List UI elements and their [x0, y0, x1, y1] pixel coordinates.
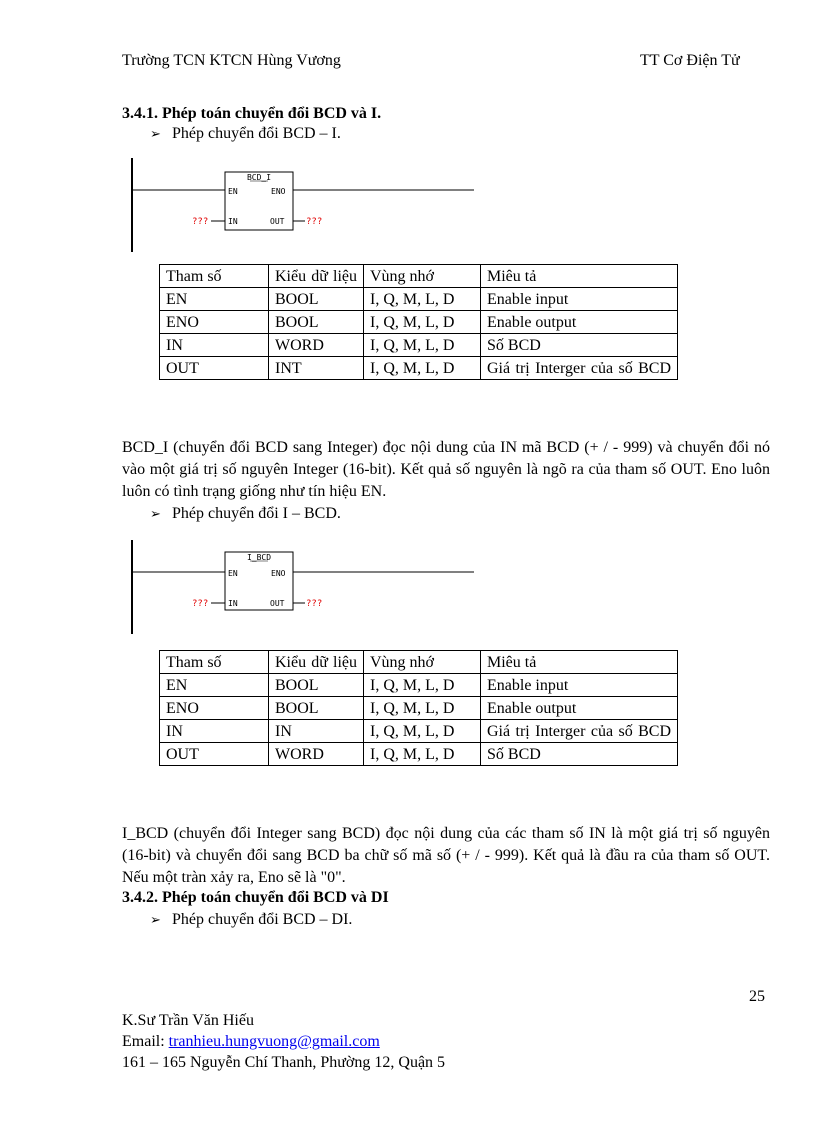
arrow-bullet-icon: ➢ — [150, 912, 161, 927]
header-school: Trường TCN KTCN Hùng Vương — [122, 52, 341, 69]
table-row — [160, 357, 678, 380]
in-placeholder: ??? — [192, 599, 209, 609]
table-header-row — [160, 651, 678, 674]
table-cell: OUT — [160, 743, 269, 766]
arrow-bullet-icon: ➢ — [150, 126, 161, 141]
table-cell: ENO — [160, 311, 269, 334]
table-cell: I, Q, M, L, D — [364, 357, 481, 380]
header-cell: Vùng nhớ — [364, 651, 481, 674]
table-cell: Enable output — [481, 697, 678, 720]
parameter-table-bcd-i — [159, 264, 678, 380]
bullet-text: Phép chuyển đổi I – BCD. — [172, 505, 341, 522]
table-header-row — [160, 265, 678, 288]
header-cell: Miêu tả — [481, 265, 678, 288]
pin-out: OUT — [270, 599, 285, 608]
pin-en: EN — [228, 187, 238, 196]
bullet-text: Phép chuyển đổi BCD – I. — [172, 125, 341, 142]
table-cell: EN — [160, 288, 269, 311]
table-cell: INT — [269, 357, 364, 380]
table-cell: I, Q, M, L, D — [364, 288, 481, 311]
table-cell: BOOL — [269, 674, 364, 697]
table-cell: WORD — [269, 743, 364, 766]
table-cell: OUT — [160, 357, 269, 380]
pin-in: IN — [228, 599, 238, 608]
table-cell: EN — [160, 674, 269, 697]
header-department: TT Cơ Điện Tử — [640, 52, 740, 69]
pin-out: OUT — [270, 217, 285, 226]
table-row — [160, 311, 678, 334]
bullet-bcd-di — [150, 911, 352, 929]
table-cell: I, Q, M, L, D — [364, 334, 481, 357]
table-cell: Enable input — [481, 288, 678, 311]
out-placeholder: ??? — [306, 599, 323, 609]
table-cell: Số BCD — [481, 334, 678, 357]
table-cell: BOOL — [269, 311, 364, 334]
paragraph-i-bcd: I_BCD (chuyển đổi Integer sang BCD) đọc nội dung của các tham số IN là một giá trị số nguyên (16-bit) và chuyển đổi sang BCD ba chữ số mã số (+ / - 999). Kết quả là đầu ra của tham số OUT. Nếu một tràn xảy ra, Eno sẽ là "0". — [122, 825, 770, 886]
header-cell: Miêu tả — [481, 651, 678, 674]
table-cell: BOOL — [269, 697, 364, 720]
table-row — [160, 334, 678, 357]
pin-en: EN — [228, 569, 238, 578]
table-cell: Enable input — [481, 674, 678, 697]
out-placeholder: ??? — [306, 217, 323, 227]
table-cell: I, Q, M, L, D — [364, 311, 481, 334]
table-cell: BOOL — [269, 288, 364, 311]
parameter-table-i-bcd — [159, 650, 678, 766]
table-cell: I, Q, M, L, D — [364, 720, 481, 743]
email-label: Email: — [122, 1033, 165, 1050]
table-cell: IN — [160, 720, 269, 743]
table-cell: Enable output — [481, 311, 678, 334]
block-title: BCD_I — [246, 173, 272, 182]
bullet-i-bcd — [150, 505, 341, 523]
table-cell: IN — [160, 334, 269, 357]
table-row — [160, 288, 678, 311]
ladder-diagram-bcd-i — [128, 158, 488, 259]
block-title: I_BCD — [246, 553, 272, 562]
table-cell: Giá trị Interger của số BCD — [481, 357, 678, 380]
footer-email-line — [122, 1031, 380, 1052]
table-row — [160, 743, 678, 766]
section-heading-341: 3.4.1. Phép toán chuyển đổi BCD và I. — [122, 105, 382, 122]
header-cell: Tham số — [160, 651, 269, 674]
ladder-diagram-i-bcd — [128, 540, 488, 641]
footer-address: 161 – 165 Nguyễn Chí Thanh, Phường 12, Quận 5 — [122, 1054, 446, 1071]
pin-eno: ENO — [271, 569, 286, 578]
section-heading-342: 3.4.2. Phép toán chuyển đổi BCD và DI — [122, 889, 389, 906]
table-cell: IN — [269, 720, 364, 743]
email-link[interactable]: tranhieu.hungvuong@gmail.com — [168, 1033, 380, 1050]
table-cell: I, Q, M, L, D — [364, 697, 481, 720]
footer-author: K.Sư Trần Văn Hiếu — [122, 1012, 254, 1029]
pin-in: IN — [228, 217, 238, 226]
pin-eno: ENO — [271, 187, 286, 196]
table-row — [160, 720, 678, 743]
header-cell: Vùng nhớ — [364, 265, 481, 288]
bullet-text: Phép chuyển đổi BCD – DI. — [172, 911, 353, 928]
table-cell: I, Q, M, L, D — [364, 743, 481, 766]
header-cell: Tham số — [160, 265, 269, 288]
table-cell: Giá trị Interger của số BCD — [481, 720, 678, 743]
table-row — [160, 674, 678, 697]
table-cell: ENO — [160, 697, 269, 720]
table-row — [160, 697, 678, 720]
header-cell: Kiểu dữ liệu — [269, 265, 364, 288]
page-number: 25 — [749, 988, 765, 1005]
table-cell: I, Q, M, L, D — [364, 674, 481, 697]
table-cell: WORD — [269, 334, 364, 357]
header-cell: Kiểu dữ liệu — [269, 651, 364, 674]
paragraph-bcd-i: BCD_I (chuyển đổi BCD sang Integer) đọc nội dung của IN mã BCD (+ / - 999) và chuyển đổi nó vào một giá trị số nguyên Integer (16-bit). Kết quả số nguyên là ngõ ra của tham số OUT. Eno luôn luôn có tình trạng giống như tín hiệu EN. — [122, 439, 770, 500]
arrow-bullet-icon: ➢ — [150, 506, 161, 521]
bullet-bcd-i — [150, 125, 341, 143]
table-cell: Số BCD — [481, 743, 678, 766]
in-placeholder: ??? — [192, 217, 209, 227]
